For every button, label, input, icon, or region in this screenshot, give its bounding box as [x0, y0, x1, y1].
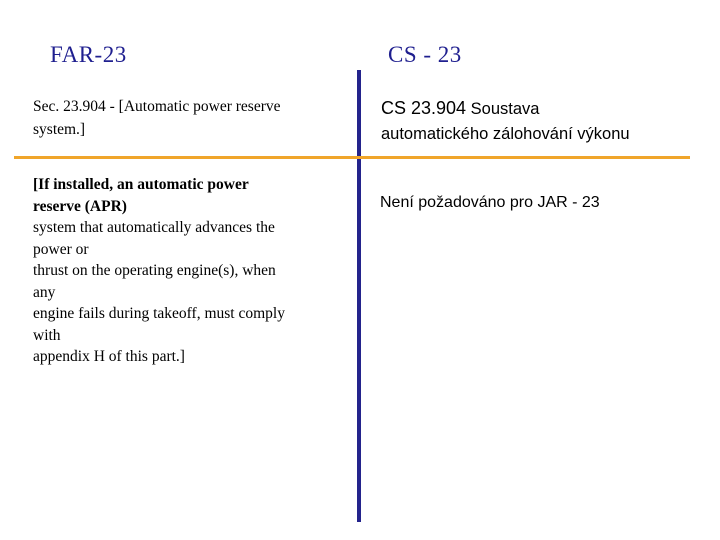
far-body-line: with — [33, 326, 61, 344]
far-section-title-line: Sec. 23.904 - [Automatic power reserve — [33, 98, 281, 115]
far-section-body — [33, 174, 343, 368]
far-body-line: reserve (APR) — [33, 197, 127, 215]
cs-23-heading: CS - 23 — [388, 42, 462, 67]
far-23-heading: FAR-23 — [50, 42, 127, 67]
cs-section-body: Není požadováno pro JAR - 23 — [380, 194, 600, 211]
horizontal-divider — [14, 156, 690, 159]
cs-section-number: CS 23.904 — [381, 98, 467, 118]
far-section-title — [33, 95, 343, 141]
far-body-line: [If installed, an automatic power — [33, 176, 249, 193]
far-body-line: appendix H of this part.] — [33, 348, 185, 365]
vertical-divider — [357, 70, 361, 522]
far-body-line: power or — [33, 240, 89, 258]
far-section-title-line: system.] — [33, 121, 86, 138]
far-body-line: thrust on the operating engine(s), when — [33, 262, 276, 279]
far-body-line: any — [33, 283, 56, 301]
cs-section-title-rest: Soustava — [466, 100, 540, 118]
cs-section-title — [381, 96, 711, 147]
far-body-line: system that automatically advances the — [33, 219, 275, 236]
far-body-line: engine fails during takeoff, must comply — [33, 305, 285, 322]
cs-section-title-line2: automatického zálohování výkonu — [381, 125, 630, 143]
